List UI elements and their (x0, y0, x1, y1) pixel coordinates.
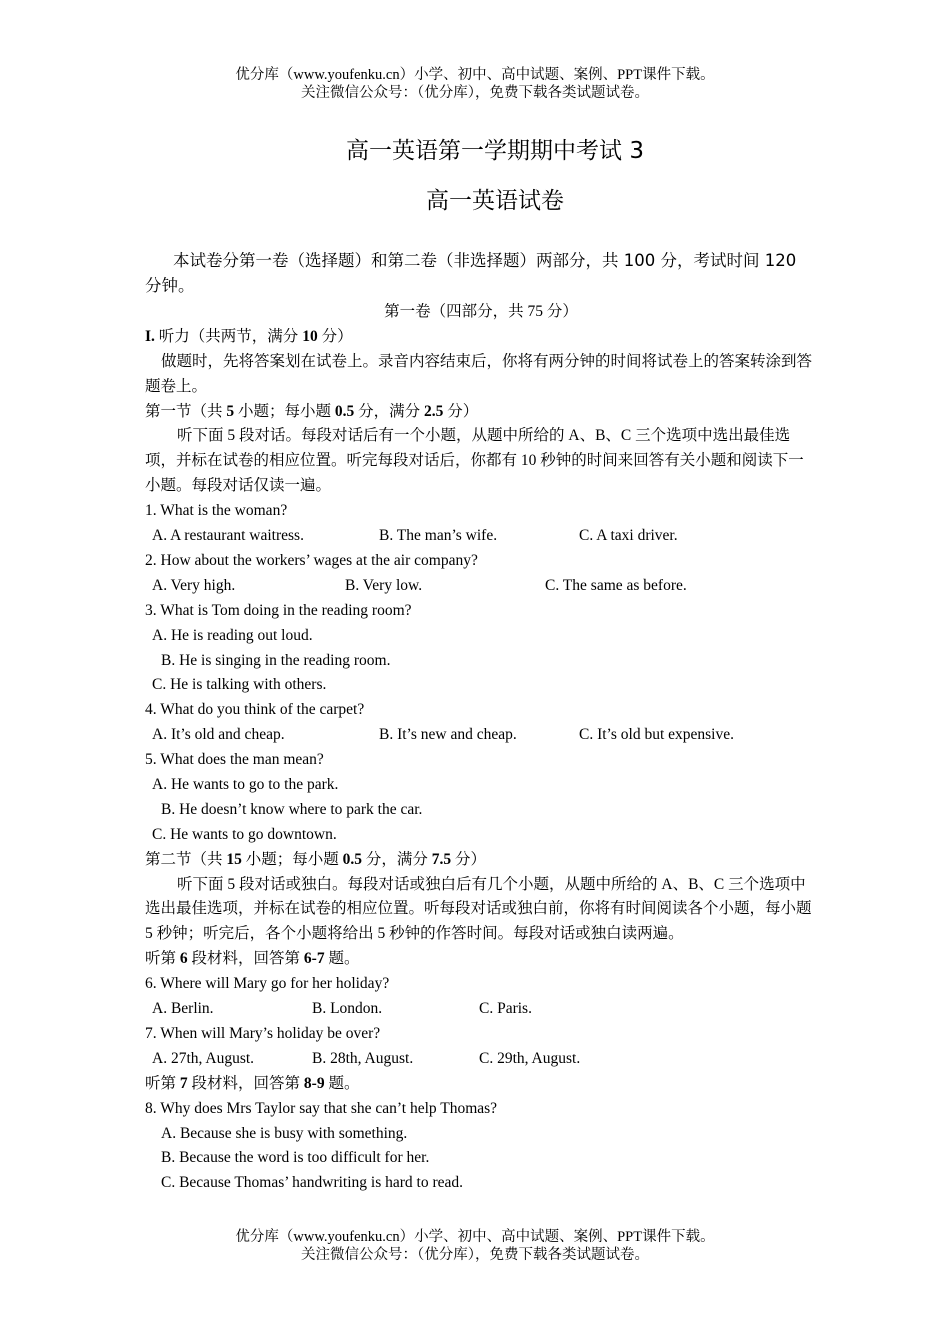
option-a: A. 27th, August. (152, 1049, 255, 1067)
question-4-options (145, 723, 817, 748)
question-2: 2. How about the workers’ wages at the air company? (145, 551, 478, 569)
option-c: C. A taxi driver. (579, 527, 678, 545)
part-1-instruction: 做题时，先将答案划在试卷上。录音内容结束后，你将有两分钟的时间将试卷上的答案转涂到答题卷上。 (145, 352, 813, 395)
footer-line-2: 关注微信公众号：（优分库），免费下载各类试题试卷。 (301, 1247, 649, 1263)
part-1-heading: I. 听力（共两节，满分 10 分） (145, 327, 353, 345)
option-b: B. Because the word is too difficult for her. (161, 1149, 430, 1167)
question-3: 3. What is Tom doing in the reading room? (145, 601, 412, 619)
question-4: 4. What do you think of the carpet? (145, 701, 365, 719)
question-6: 6. Where will Mary go for her holiday? (145, 975, 390, 993)
exam-intro: 本试卷分第一卷（选择题）和第二卷（非选择题）两部分，共 100 分，考试时间 120 分钟。 (145, 251, 797, 295)
exam-title: 高一英语第一学期期中考试 3 (346, 138, 644, 164)
footer-line-1: 优分库（www.youfenku.cn）小学、初中、高中试题、案例、PPT课件下载。 (235, 1229, 715, 1245)
question-1-options (145, 524, 817, 549)
volume-1-title: 第一卷（四部分，共 75 分） (384, 303, 578, 320)
section-1-instruction: 听下面 5 段对话。每段对话后有一个小题，从题中所给的 A、B、C 三个选项中选出最佳选项，并标在试卷的相应位置。听完每段对话后，你都有 10 秒钟的时间来回答有关小题和阅读下一小题。每段对话仅读一遍。 (145, 427, 804, 495)
option-a: A. A restaurant waitress. (152, 527, 304, 545)
question-6-options (145, 997, 817, 1022)
option-a: A. He wants to go to the park. (152, 776, 339, 793)
question-8: 8. Why does Mrs Taylor say that she can’t help Thomas? (145, 1099, 498, 1117)
option-c: C. Paris. (479, 1000, 532, 1018)
option-b: B. He is singing in the reading room. (161, 651, 391, 669)
exam-body (145, 248, 817, 1196)
option-b: B. London. (312, 1000, 383, 1018)
option-a: A. Berlin. (152, 1000, 214, 1018)
option-c: C. He is talking with others. (152, 676, 327, 694)
option-b: B. Very low. (345, 576, 423, 594)
section-2-heading: 第二节（共 15 小题；每小题 0.5 分，满分 7.5 分） (145, 850, 487, 868)
header-line-1: 优分库（www.youfenku.cn）小学、初中、高中试题、案例、PPT课件下载。 (235, 67, 715, 83)
option-a: A. It’s old and cheap. (152, 726, 285, 744)
question-7-options (145, 1047, 817, 1072)
option-c: C. Because Thomas’ handwriting is hard to read. (161, 1174, 464, 1192)
section-2-instruction: 听下面 5 段对话或独白。每段对话或独白后有几个小题，从题中所给的 A、B、C 三个选项中选出最佳选项，并标在试卷的相应位置。听每段对话或独白前，你将有时间阅读各个小题，每小题 5 秒钟；听完后，各个小题将给出 5 秒钟的作答时间。每段对话或独白读两遍。 (145, 875, 812, 943)
option-c: C. It’s old but expensive. (579, 726, 734, 744)
option-b: B. It’s new and cheap. (379, 726, 517, 744)
option-b: B. He doesn’t know where to park the car. (161, 800, 423, 818)
exam-subtitle: 高一英语试卷 (426, 188, 564, 214)
option-a: A. He is reading out loud. (152, 626, 313, 644)
option-b: B. 28th, August. (312, 1049, 414, 1067)
question-5: 5. What does the man mean? (145, 751, 324, 769)
material-7-heading: 听第 7 段材料，回答第 8-9 题。 (145, 1074, 360, 1092)
header-line-2: 关注微信公众号：（优分库），免费下载各类试题试卷。 (301, 85, 649, 101)
page-header (0, 66, 950, 102)
option-a: A. Very high. (152, 576, 236, 594)
option-c: C. 29th, August. (479, 1049, 581, 1067)
section-1-heading: 第一节（共 5 小题；每小题 0.5 分，满分 2.5 分） (145, 402, 479, 420)
question-2-options (145, 574, 817, 599)
option-a: A. Because she is busy with something. (161, 1124, 408, 1142)
part-1-number: I. (145, 327, 155, 345)
page-footer (0, 1228, 950, 1264)
question-7: 7. When will Mary’s holiday be over? (145, 1024, 381, 1042)
question-1: 1. What is the woman? (145, 502, 288, 520)
material-6-heading: 听第 6 段材料，回答第 6-7 题。 (145, 950, 360, 968)
option-c: C. The same as before. (545, 576, 687, 594)
option-c: C. He wants to go downtown. (152, 825, 337, 843)
option-b: B. The man’s wife. (379, 527, 498, 545)
